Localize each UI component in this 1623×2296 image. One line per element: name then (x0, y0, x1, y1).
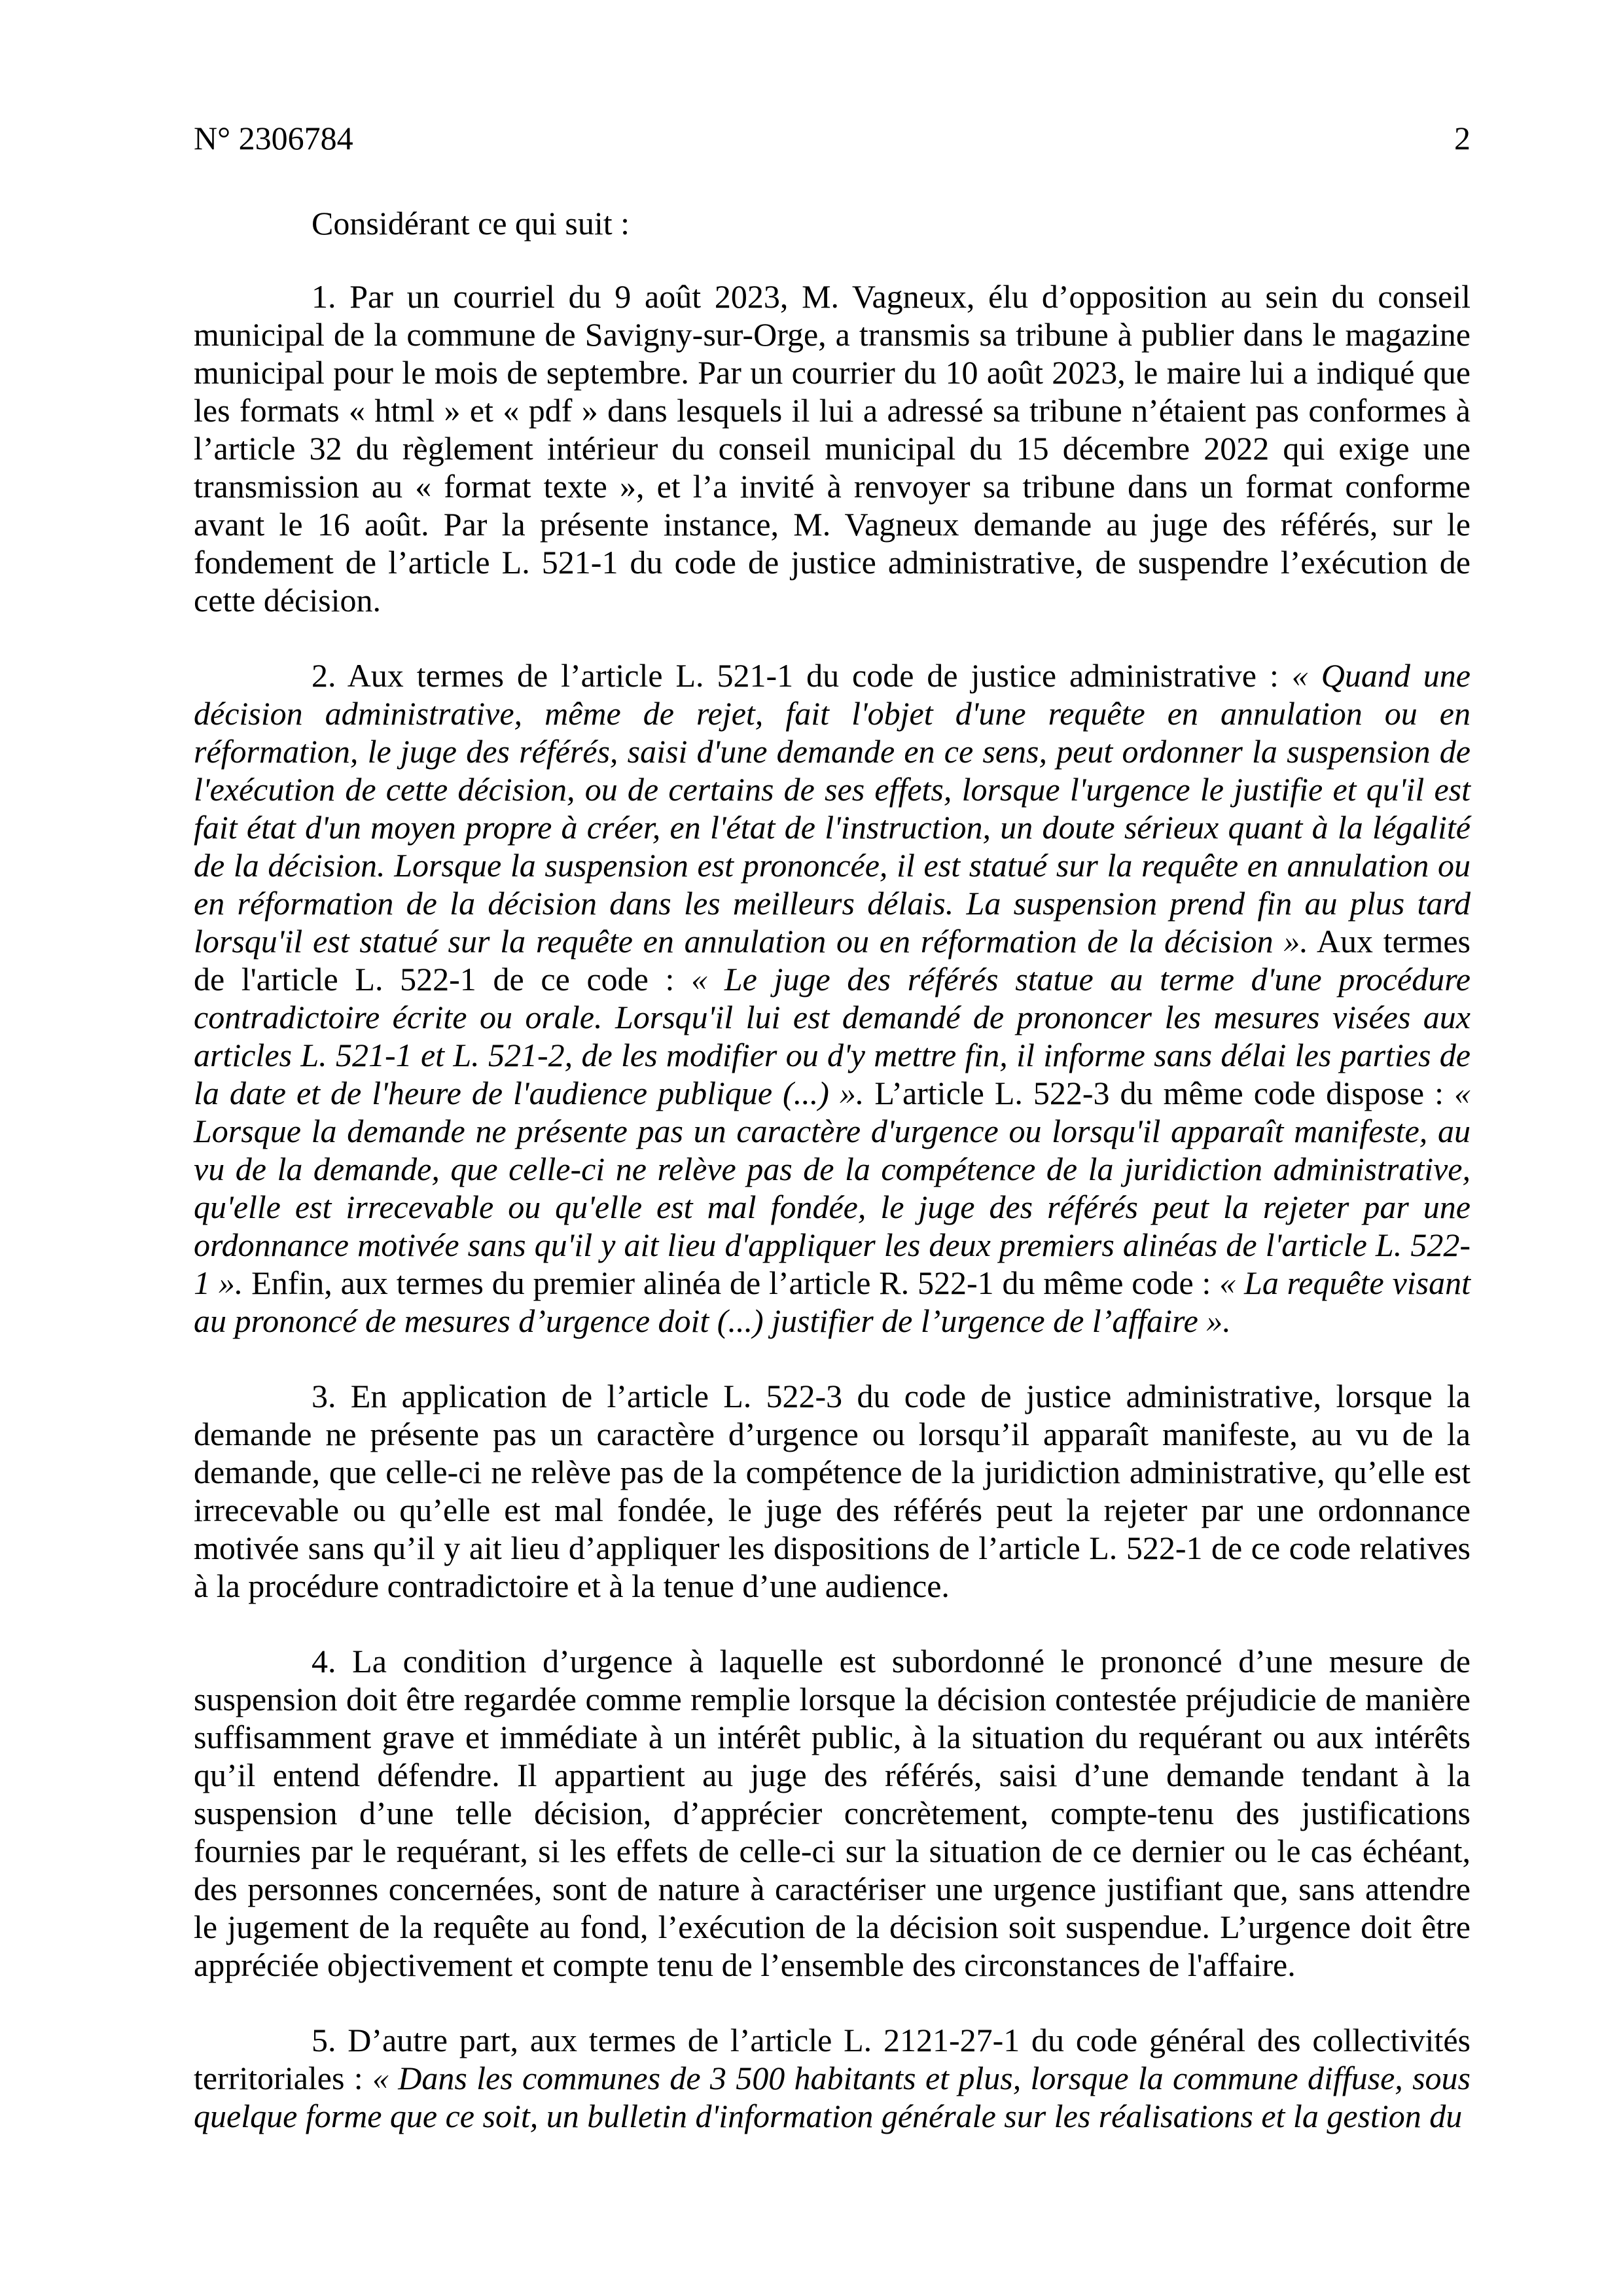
text-run: 1. Par un courriel du 9 août 2023, M. Vagneux, élu d’opposition au sein du conseil municipal de la commune de Savigny-sur-Orge, a transmis sa tribune à publier dans le magazine municipal pour le mois de septembre. Par un courrier du 10 août 2023, le maire lui a indiqué que les formats « html » et « pdf » dans lesquels il lui a adressé sa tribune n’étaient pas conformes à l’article 32 du règlement intérieur du conseil municipal du 15 décembre 2022 qui exige une transmission au « format texte », et l’a invité à renvoyer sa tribune dans un format conforme avant le 16 août. Par la présente instance, M. Vagneux demande au juge des référés, sur le fondement de l’article L. 521-1 du code de justice administrative, de suspendre l’exécution de cette décision. (194, 278, 1471, 619)
quoted-text-run: « Lorsque la demande ne présente pas un caractère d'urgence ou lorsqu'il apparaît manifeste, au vu de la demande, que celle-ci ne relève pas de la compétence de la juridiction administrative, qu'elle est irrecevable ou qu'elle est mal fondée, le juge des référés peut la rejeter par une ordonnance motivée sans qu'il y ait lieu d'appliquer les deux premiers alinéas de l'article L. 522-1 ». (194, 1075, 1471, 1301)
paragraph-5 (194, 2021, 1471, 2135)
quoted-text-run: « Le juge des référés statue au terme d'une procédure contradictoire écrite ou orale. Lorsqu'il lui est demandé de prononcer les mesures visées aux articles L. 521-1 et L. 521-2, de les modifier ou d'y mettre fin, il informe sans délai les parties de la date et de l'heure de l'audience publique (...) ». (194, 961, 1471, 1111)
case-number: N° 2306784 (194, 120, 353, 156)
quoted-text-run: « Dans les communes de 3 500 habitants et plus, lorsque la commune diffuse, sous quelque forme que ce soit, un bulletin d'information générale sur les réalisations et la gestion du (194, 2060, 1471, 2134)
text-run: 2. Aux termes de l’article L. 521-1 du code de justice administrative : (312, 657, 1292, 694)
paragraph-4 (194, 1642, 1471, 1984)
page-number: 2 (1454, 120, 1471, 156)
text-run: Enfin, aux termes du premier alinéa de l’article R. 522-1 du même code : (243, 1265, 1220, 1301)
quoted-text-run: « Quand une décision administrative, même de rejet, fait l'objet d'une requête en annulation ou en réformation, le juge des référés, saisi d'une demande en ce sens, peut ordonner la suspension de l'exécution de cette décision, ou de certains de ses effets, lorsque l'urgence le justifie et qu'il est fait état d'un moyen propre à créer, en l'état de l'instruction, un doute sérieux quant à la légalité de la décision. Lorsque la suspension est prononcée, il est statué sur la requête en annulation ou en réformation de la décision dans les meilleurs délais. La suspension prend fin au plus tard lorsqu'il est statué sur la requête en annulation ou en réformation de la décision ». (194, 657, 1471, 960)
paragraph-3 (194, 1377, 1471, 1605)
document-body (194, 204, 1471, 2135)
considerant-heading: Considérant ce qui suit : (312, 205, 630, 242)
paragraph-2 (194, 656, 1471, 1340)
text-run: 3. En application de l’article L. 522-3 du code de justice administrative, lorsque la demande ne présente pas un caractère d’urgence ou lorsqu’il apparaît manifeste, au vu de la demande, que celle-ci ne relève pas de la compétence de la juridiction administrative, qu’elle est irrecevable ou qu’elle est mal fondée, le juge des référés peut la rejeter par une ordonnance motivée sans qu’il y ait lieu d’appliquer les dispositions de l’article L. 522-1 de ce code relatives à la procédure contradictoire et à la tenue d’une audience. (194, 1378, 1471, 1604)
paragraph-1 (194, 278, 1471, 619)
text-run: 4. La condition d’urgence à laquelle est subordonné le prononcé d’une mesure de suspension doit être regardée comme remplie lorsque la décision contestée préjudicie de manière suffisamment grave et immédiate à un intérêt public, à la situation du requérant ou aux intérêts qu’il entend défendre. Il appartient au juge des référés, saisi d’une demande tendant à la suspension d’une telle décision, d’apprécier concrètement, compte-tenu des justifications fournies par le requérant, si les effets de celle-ci sur la situation de ce dernier ou le cas échéant, des personnes concernées, sont de nature à caractériser une urgence justifiant que, sans attendre le jugement de la requête au fond, l’exécution de la décision soit suspendue. L’urgence doit être appréciée objectivement et compte tenu de l’ensemble des circonstances de l'affaire. (194, 1643, 1471, 1983)
quoted-text-run: « La requête visant au prononcé de mesures d’urgence doit (...) justifier de l’urgence de l’affaire ». (194, 1265, 1471, 1339)
page-header (194, 119, 1471, 157)
paragraphs (194, 278, 1471, 2135)
text-run: 5. D’autre part, aux termes de l’article L. 2121-27-1 du code général des collectivités territoriales : (194, 2022, 1471, 2096)
text-run: Aux termes de l'article L. 522-1 de ce code : (194, 923, 1471, 997)
text-run: L’article L. 522-3 du même code dispose : (864, 1075, 1454, 1111)
